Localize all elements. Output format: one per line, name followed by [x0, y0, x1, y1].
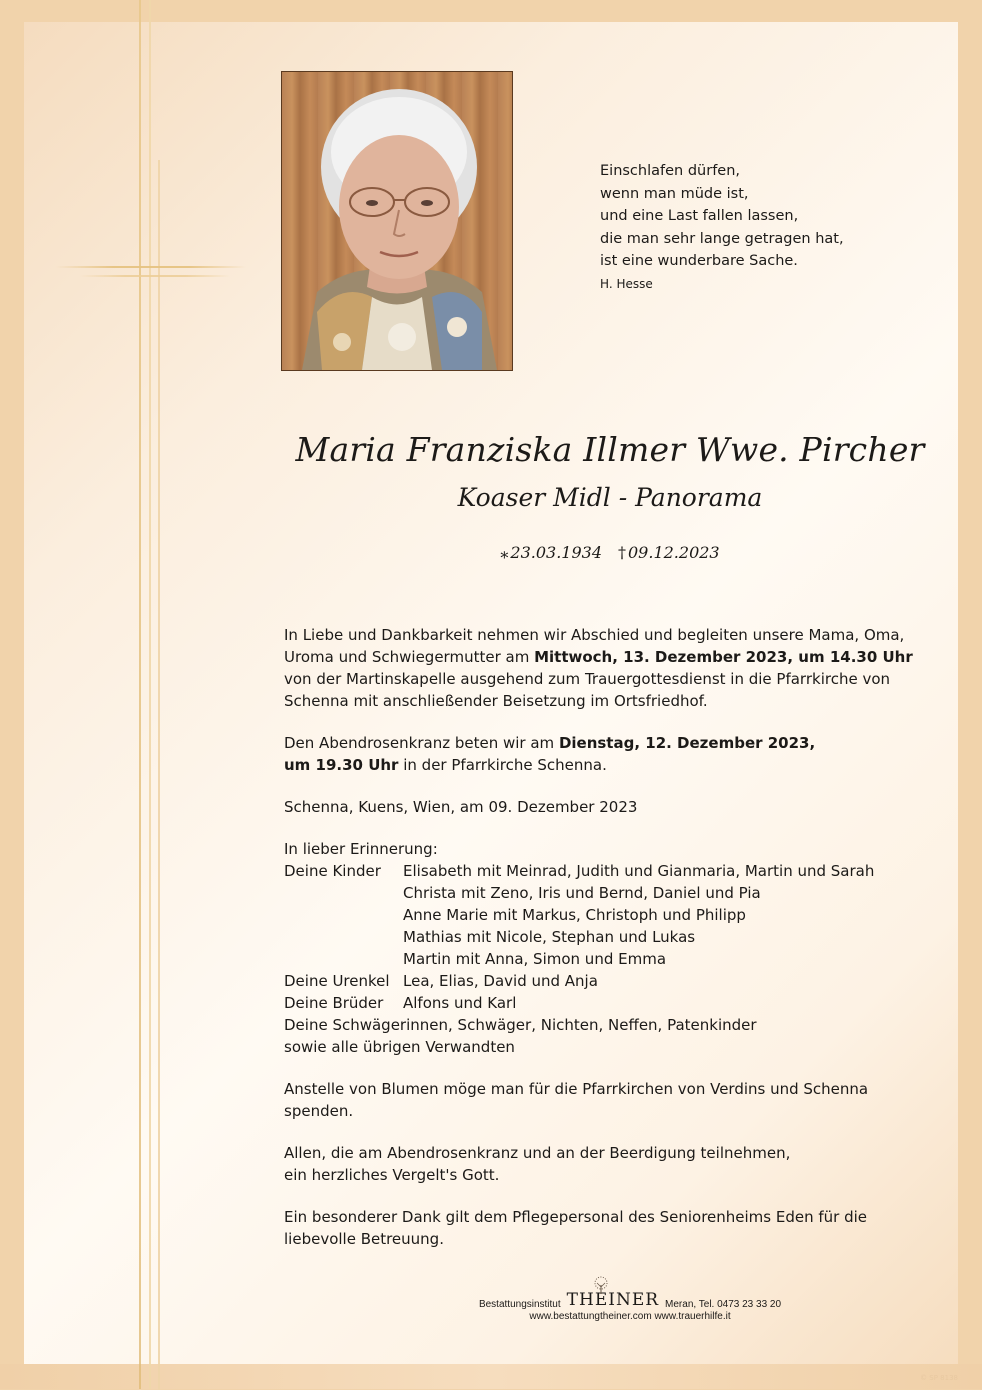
footer-websites: www.bestattungtheiner.com www.trauerhilfe.it [529, 1311, 731, 1322]
deceased-name: Maria Franziska Illmer Wwe. Pircher [295, 430, 925, 469]
obituary-text [284, 624, 944, 1270]
cross-horizontal-line [56, 266, 246, 268]
quote-line: Einschlafen dürfen, [600, 163, 741, 179]
mourner-names: Alfons und Karl [403, 994, 517, 1012]
mourner-names: Lea, Elias, David und Anja [403, 972, 598, 990]
footer-brand-row [440, 1290, 820, 1310]
flowers-paragraph [284, 1078, 944, 1122]
portrait-photo [281, 71, 513, 371]
place-date: Schenna, Kuens, Wien, am 09. Dezember 2023 [284, 798, 638, 816]
mourner-row [284, 904, 944, 926]
cross-vertical-line-2 [149, 0, 151, 1389]
funeral-text: In Liebe und Dankbarkeit nehmen wir Abschied und begleiten unsere Mama, Oma, Uroma und Schwiegermutter am [284, 626, 905, 666]
bottom-band [0, 1364, 982, 1389]
mourner-names: Mathias mit Nicole, Stephan und Lukas [403, 928, 696, 946]
death-date: 09.12.2023 [628, 543, 720, 562]
quote-line: und eine Last fallen lassen, [600, 208, 799, 224]
tree-icon [589, 1276, 613, 1294]
mourner-row [284, 970, 944, 992]
mourner-names: Christa mit Zeno, Iris und Bernd, Daniel und Pia [403, 884, 761, 902]
mourner-label: Deine Urenkel [284, 972, 390, 990]
flowers-line-2: spenden. [284, 1102, 354, 1120]
birth-date: 23.03.1934 [510, 543, 602, 562]
mourner-label: Deine Brüder [284, 994, 384, 1012]
rosary-paragraph [284, 732, 944, 776]
cross-vertical-line [139, 0, 141, 1389]
quote-line: die man sehr lange getragen hat, [600, 230, 844, 247]
mourner-row [284, 948, 944, 970]
funeral-datetime: Mittwoch, 13. Dezember 2023, um 14.30 Uhr [534, 648, 913, 666]
funeral-home-name: THEINER [566, 1290, 660, 1310]
mourner-names: Martin mit Anna, Simon und Emma [403, 950, 667, 968]
mourner-label: Deine Kinder [284, 862, 381, 880]
care-paragraph [284, 1206, 944, 1250]
funeral-paragraph [284, 624, 944, 712]
quote-author: H. Hesse [600, 276, 653, 291]
rosary-text: Den Abendrosenkranz beten wir am [284, 734, 559, 752]
cross-vertical-line-3 [158, 160, 160, 1390]
life-dates [260, 543, 960, 562]
funeral-home-footer [440, 1290, 820, 1322]
mourner-names: Anne Marie mit Markus, Christoph und Philipp [403, 906, 746, 924]
rosary-text-2: in der Pfarrkirche Schenna. [398, 756, 607, 774]
portrait-illustration [282, 72, 512, 370]
rosary-time: um 19.30 Uhr [284, 756, 399, 774]
death-cross-icon: † [618, 543, 626, 562]
house-name: Koaser Midl - Panorama [457, 483, 763, 512]
quote-line: wenn man müde ist, [600, 185, 749, 202]
mourners-list [284, 838, 944, 1058]
mourner-relatives-2: sowie alle übrigen Verwandten [284, 1038, 515, 1056]
funeral-text-2: von der Martinskapelle ausgehend zum Trauergottesdienst in die Pfarrkirche von Schenna mit anschließender Beisetzung im Ortsfriedhof. [284, 670, 891, 710]
mourner-row [284, 882, 944, 904]
care-line-2: liebevolle Betreuung. [284, 1230, 444, 1248]
care-line: Ein besonderer Dank gilt dem Pflegepersonal des Seniorenheims Eden für die [284, 1208, 868, 1226]
cross-horizontal-line-2 [80, 275, 230, 277]
quote [600, 160, 940, 293]
mourner-row [284, 992, 944, 1014]
mourner-names: Elisabeth mit Meinrad, Judith und Gianmaria, Martin und Sarah [403, 862, 875, 880]
rosary-date: Dienstag, 12. Dezember 2023, [558, 734, 816, 752]
mourner-row [284, 860, 944, 882]
flowers-line: Anstelle von Blumen möge man für die Pfarrkirchen von Verdins und Schenna [284, 1080, 869, 1098]
birth-star-icon: ⁎ [500, 543, 509, 562]
thanks-line-2: ein herzliches Vergelt's Gott. [284, 1166, 500, 1184]
funeral-home-logo [567, 1290, 659, 1310]
footer-prefix: Bestattungsinstitut [478, 1299, 561, 1310]
copyright-mark: © SP 8138 [920, 1374, 958, 1382]
memory-intro: In lieber Erinnerung: [284, 840, 438, 858]
thanks-paragraph [284, 1142, 944, 1186]
mourner-relatives: Deine Schwägerinnen, Schwäger, Nichten, Neffen, Patenkinder [284, 1016, 757, 1034]
thanks-line: Allen, die am Abendrosenkranz und an der Beerdigung teilnehmen, [284, 1144, 791, 1162]
footer-contact: Meran, Tel. 0473 23 33 20 [665, 1299, 782, 1310]
mourner-row [284, 926, 944, 948]
quote-line: ist eine wunderbare Sache. [600, 253, 798, 269]
